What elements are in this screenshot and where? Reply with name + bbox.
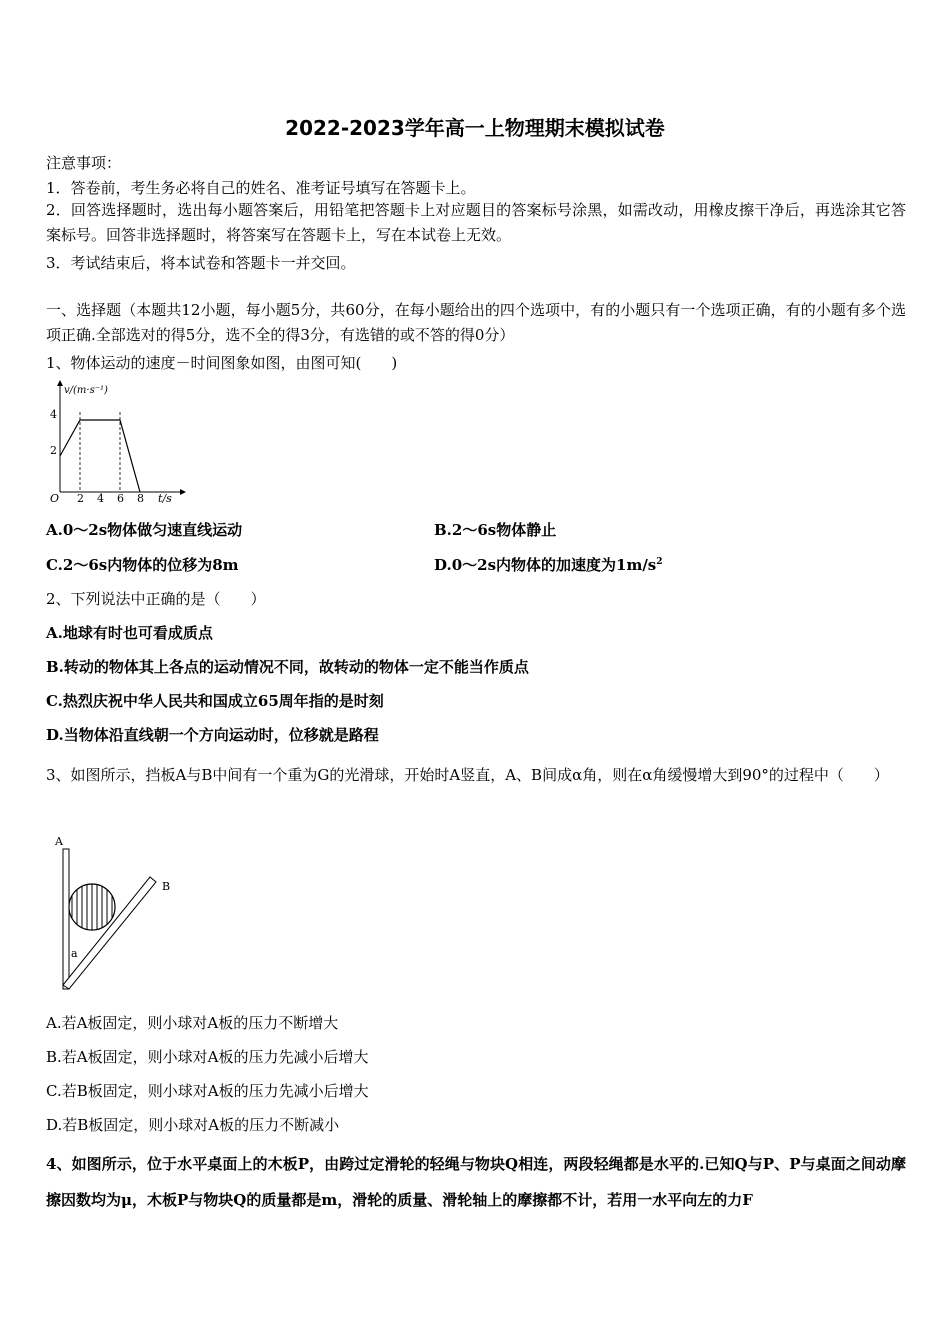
notice-heading: 注意事项：: [46, 154, 122, 172]
q3-option-a: A.若A板固定，则小球对A板的压力不断增大: [46, 1014, 339, 1032]
q3-option-d: D.若B板固定，则小球对A板的压力不断减小: [46, 1116, 340, 1134]
x-tick-2: 2: [77, 492, 84, 503]
q1-option-a: A.0～2s物体做匀速直线运动: [46, 521, 243, 539]
q1-option-d: [434, 554, 663, 575]
plate-a-label: A: [55, 835, 63, 848]
q2-option-d: D.当物体沿直线朝一个方向运动时，位移就是路程: [46, 726, 379, 744]
notice-item-1: 1．答卷前，考生务必将自己的姓名、准考证号填写在答题卡上。: [46, 179, 476, 197]
q3-option-c: C.若B板固定，则小球对A板的压力先减小后增大: [46, 1082, 369, 1100]
question-3-stem: 3、如图所示，挡板A与B中间有一个重为G的光滑球，开始时A竖直，A、B间成α角，则在α角缓慢增大到90°的过程中（ ）: [46, 766, 889, 784]
q1-option-d-sup: 2: [656, 557, 663, 567]
question-4-stem: 4、如图所示，位于水平桌面上的木板P，由跨过定滑轮的轻绳与物块Q相连，两段轻绳都是水平的.已知Q与P、P与桌面之间动摩擦因数均为μ，木板P与物块Q的质量都是m，滑轮的质量、滑轮轴上的摩擦都不计，若用一水平向左的力F: [46, 1155, 906, 1209]
notice-item-2: 2．回答选择题时，选出每小题答案后，用铅笔把答题卡上对应题目的答案标号涂黑，如需改动，用橡皮擦干净后，再选涂其它答案标号。回答非选择题时，将答案写在答题卡上，写在本试卷上无效。: [46, 201, 906, 244]
plate-b-label: B: [162, 880, 171, 893]
question-1-stem: 1、物体运动的速度－时间图象如图，由图可知( ): [46, 354, 398, 372]
plates-ball-figure: [50, 833, 180, 995]
q2-option-c: C.热烈庆祝中华人民共和国成立65周年指的是时刻: [46, 692, 384, 710]
q3-option-b: B.若A板固定，则小球对A板的压力先减小后增大: [46, 1048, 369, 1066]
x-axis-label: t/s: [158, 492, 172, 503]
velocity-time-graph: [46, 378, 186, 503]
q1-option-d-text: D.0～2s内物体的加速度为1m/s: [434, 556, 657, 574]
y-tick-4: 4: [50, 408, 57, 421]
x-tick-6: 6: [117, 492, 124, 503]
q2-option-a: A.地球有时也可看成质点: [46, 624, 213, 642]
q1-option-b: B.2～6s物体静止: [434, 521, 557, 539]
x-tick-4: 4: [97, 492, 104, 503]
page-title: 2022-2023学年高一上物理期末模拟试卷: [285, 116, 665, 140]
x-tick-8: 8: [137, 492, 144, 503]
y-axis-label: v/(m·s⁻¹): [64, 385, 108, 396]
angle-label: a: [71, 947, 78, 960]
question-2-stem: 2、下列说法中正确的是（ ）: [46, 590, 266, 608]
q1-option-c: C.2～6s内物体的位移为8m: [46, 556, 239, 574]
notice-item-3: 3．考试结束后，将本试卷和答题卡一并交回。: [46, 254, 356, 272]
q2-option-b: B.转动的物体其上各点的运动情况不同，故转动的物体一定不能当作质点: [46, 658, 529, 676]
section-1-intro: 一、选择题（本题共12小题，每小题5分，共60分，在每小题给出的四个选项中，有的小题只有一个选项正确，有的小题有多个选项正确.全部选对的得5分，选不全的得3分，有选错的或不答的得0分）: [46, 301, 906, 344]
y-tick-2: 2: [50, 444, 57, 457]
velocity-curve: [60, 420, 140, 492]
origin-label: O: [50, 492, 60, 503]
